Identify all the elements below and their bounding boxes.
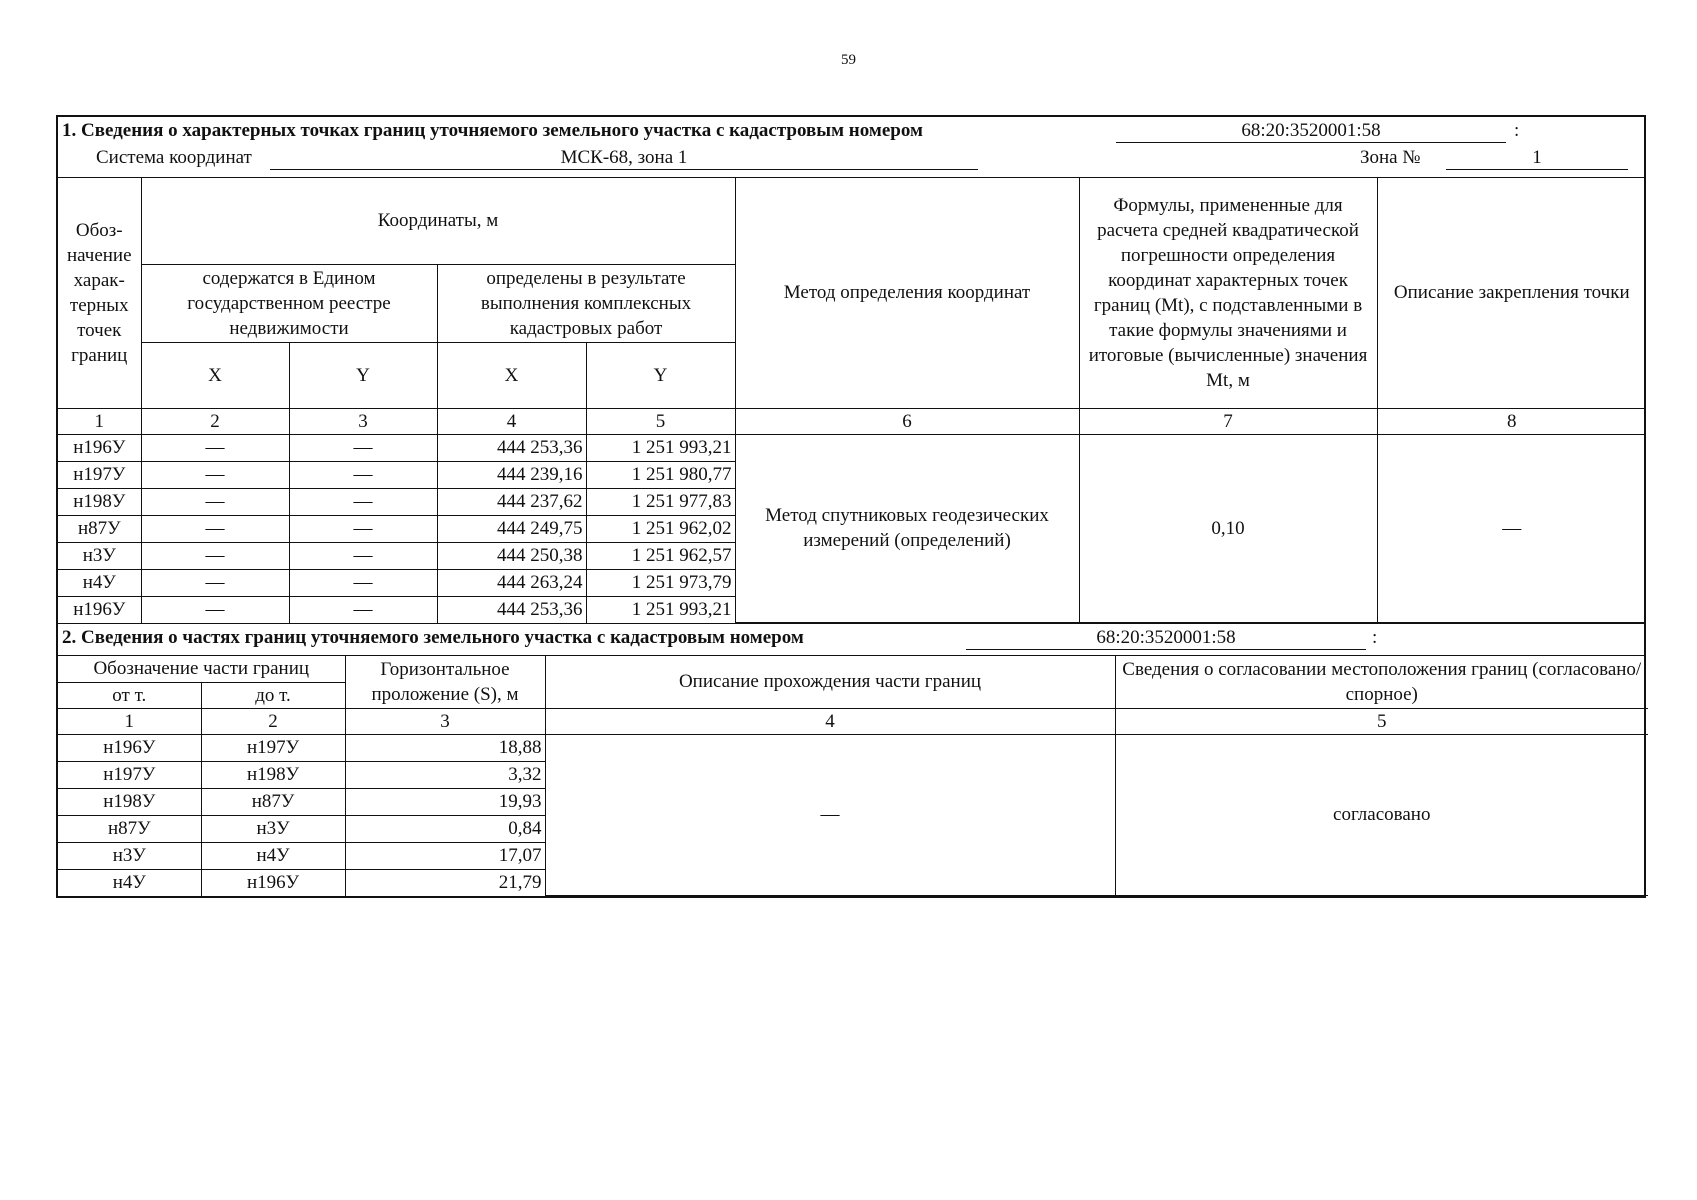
coord-system-label: Система координат: [96, 147, 252, 168]
col-number: 2: [201, 708, 345, 734]
header-agreement: Сведения о согласовании местоположения границ (согласовано/спорное): [1115, 656, 1648, 708]
from-point: н197У: [58, 761, 201, 788]
col-number: 5: [1115, 708, 1648, 734]
x-egrn: —: [141, 461, 289, 488]
from-point: н3У: [58, 842, 201, 869]
to-point: н4У: [201, 842, 345, 869]
y-kkr: 1 251 962,02: [586, 515, 735, 542]
column-numbers-row: [58, 408, 1646, 434]
distance: 21,79: [345, 869, 545, 896]
y-kkr: 1 251 973,79: [586, 569, 735, 596]
col-number: 6: [735, 408, 1079, 434]
y-egrn: —: [289, 596, 437, 623]
distance: 19,93: [345, 788, 545, 815]
x-egrn: —: [141, 542, 289, 569]
agreement-value: согласовано: [1115, 734, 1648, 896]
header-x-egrn: X: [141, 342, 289, 408]
method-value: Метод спутниковых геодезических измерений (определений): [735, 434, 1079, 623]
to-point: н197У: [201, 734, 345, 761]
header-method: Метод определения координат: [735, 178, 1079, 408]
section1-header: [58, 117, 1644, 178]
table-row: [58, 434, 1646, 461]
header-egrn: содержатся в Едином государственном реестре недвижимости: [141, 264, 437, 342]
from-point: н198У: [58, 788, 201, 815]
point-name: н196У: [58, 434, 141, 461]
x-kkr: 444 239,16: [437, 461, 586, 488]
distance: 0,84: [345, 815, 545, 842]
section1-colon: :: [1514, 120, 1520, 141]
header-part: Обозначение части границ: [58, 656, 345, 682]
x-egrn: —: [141, 569, 289, 596]
coord-system-value: МСК-68, зона 1: [270, 147, 978, 170]
zone-value: 1: [1446, 147, 1628, 170]
boundary-document: [56, 115, 1646, 898]
from-point: н4У: [58, 869, 201, 896]
header-from: от т.: [58, 682, 201, 708]
col-number: 3: [289, 408, 437, 434]
col-number: 4: [545, 708, 1115, 734]
x-egrn: —: [141, 515, 289, 542]
point-name: н197У: [58, 461, 141, 488]
y-egrn: —: [289, 515, 437, 542]
column-numbers-row: [58, 708, 1648, 734]
header-to: до т.: [201, 682, 345, 708]
y-kkr: 1 251 962,57: [586, 542, 735, 569]
to-point: н196У: [201, 869, 345, 896]
section2-colon: :: [1372, 627, 1378, 648]
header-description: Описание прохождения части границ: [545, 656, 1115, 708]
col-number: 8: [1377, 408, 1646, 434]
x-kkr: 444 250,38: [437, 542, 586, 569]
distance: 3,32: [345, 761, 545, 788]
col-number: 1: [58, 408, 141, 434]
section2-cadastral-number: 68:20:3520001:58: [966, 627, 1366, 650]
point-name: н196У: [58, 596, 141, 623]
y-egrn: —: [289, 542, 437, 569]
y-egrn: —: [289, 461, 437, 488]
y-kkr: 1 251 977,83: [586, 488, 735, 515]
y-kkr: 1 251 980,77: [586, 461, 735, 488]
x-kkr: 444 249,75: [437, 515, 586, 542]
distance: 17,07: [345, 842, 545, 869]
y-egrn: —: [289, 488, 437, 515]
header-y-kkr: Y: [586, 342, 735, 408]
col-number: 3: [345, 708, 545, 734]
from-point: н196У: [58, 734, 201, 761]
table-row: [58, 734, 1648, 761]
x-egrn: —: [141, 488, 289, 515]
y-kkr: 1 251 993,21: [586, 434, 735, 461]
to-point: н87У: [201, 788, 345, 815]
to-point: н198У: [201, 761, 345, 788]
header-coordinates: Координаты, м: [141, 178, 735, 264]
from-point: н87У: [58, 815, 201, 842]
x-kkr: 444 253,36: [437, 434, 586, 461]
col-number: 2: [141, 408, 289, 434]
points-table: [58, 178, 1646, 623]
header-fixing: Описание закрепления точки: [1377, 178, 1646, 408]
header-formulas: Формулы, примененные для расчета средней квадратической погрешности определения координат характерных точек границ (Mt), с подставленными в такие формулы значениями и итоговые (вычисленные) значения Mt, м: [1079, 178, 1377, 408]
fixing-value: —: [1377, 434, 1646, 623]
col-number: 1: [58, 708, 201, 734]
x-kkr: 444 253,36: [437, 596, 586, 623]
point-name: н4У: [58, 569, 141, 596]
point-name: н87У: [58, 515, 141, 542]
mt-value: 0,10: [1079, 434, 1377, 623]
point-name: н3У: [58, 542, 141, 569]
header-x-kkr: X: [437, 342, 586, 408]
x-egrn: —: [141, 434, 289, 461]
distance: 18,88: [345, 734, 545, 761]
header-point: Обоз-начение харак-терных точек границ: [58, 178, 141, 408]
description-value: —: [545, 734, 1115, 896]
header-kkr: определены в результате выполнения комплексных кадастровых работ: [437, 264, 735, 342]
x-kkr: 444 263,24: [437, 569, 586, 596]
y-egrn: —: [289, 434, 437, 461]
y-egrn: —: [289, 569, 437, 596]
header-y-egrn: Y: [289, 342, 437, 408]
x-egrn: —: [141, 596, 289, 623]
col-number: 5: [586, 408, 735, 434]
section1-cadastral-number: 68:20:3520001:58: [1116, 120, 1506, 143]
section1-title: 1. Сведения о характерных точках границ уточняемого земельного участка с кадастровым номером: [62, 120, 923, 141]
section2-header: [58, 623, 1644, 656]
y-kkr: 1 251 993,21: [586, 596, 735, 623]
parts-table: [58, 656, 1648, 896]
col-number: 7: [1079, 408, 1377, 434]
point-name: н198У: [58, 488, 141, 515]
zone-label: Зона №: [1360, 147, 1421, 168]
header-distance: Горизонтальное проложение (S), м: [345, 656, 545, 708]
page-number: 59: [841, 52, 856, 68]
to-point: н3У: [201, 815, 345, 842]
x-kkr: 444 237,62: [437, 488, 586, 515]
col-number: 4: [437, 408, 586, 434]
section2-title: 2. Сведения о частях границ уточняемого земельного участка с кадастровым номером: [62, 627, 804, 648]
